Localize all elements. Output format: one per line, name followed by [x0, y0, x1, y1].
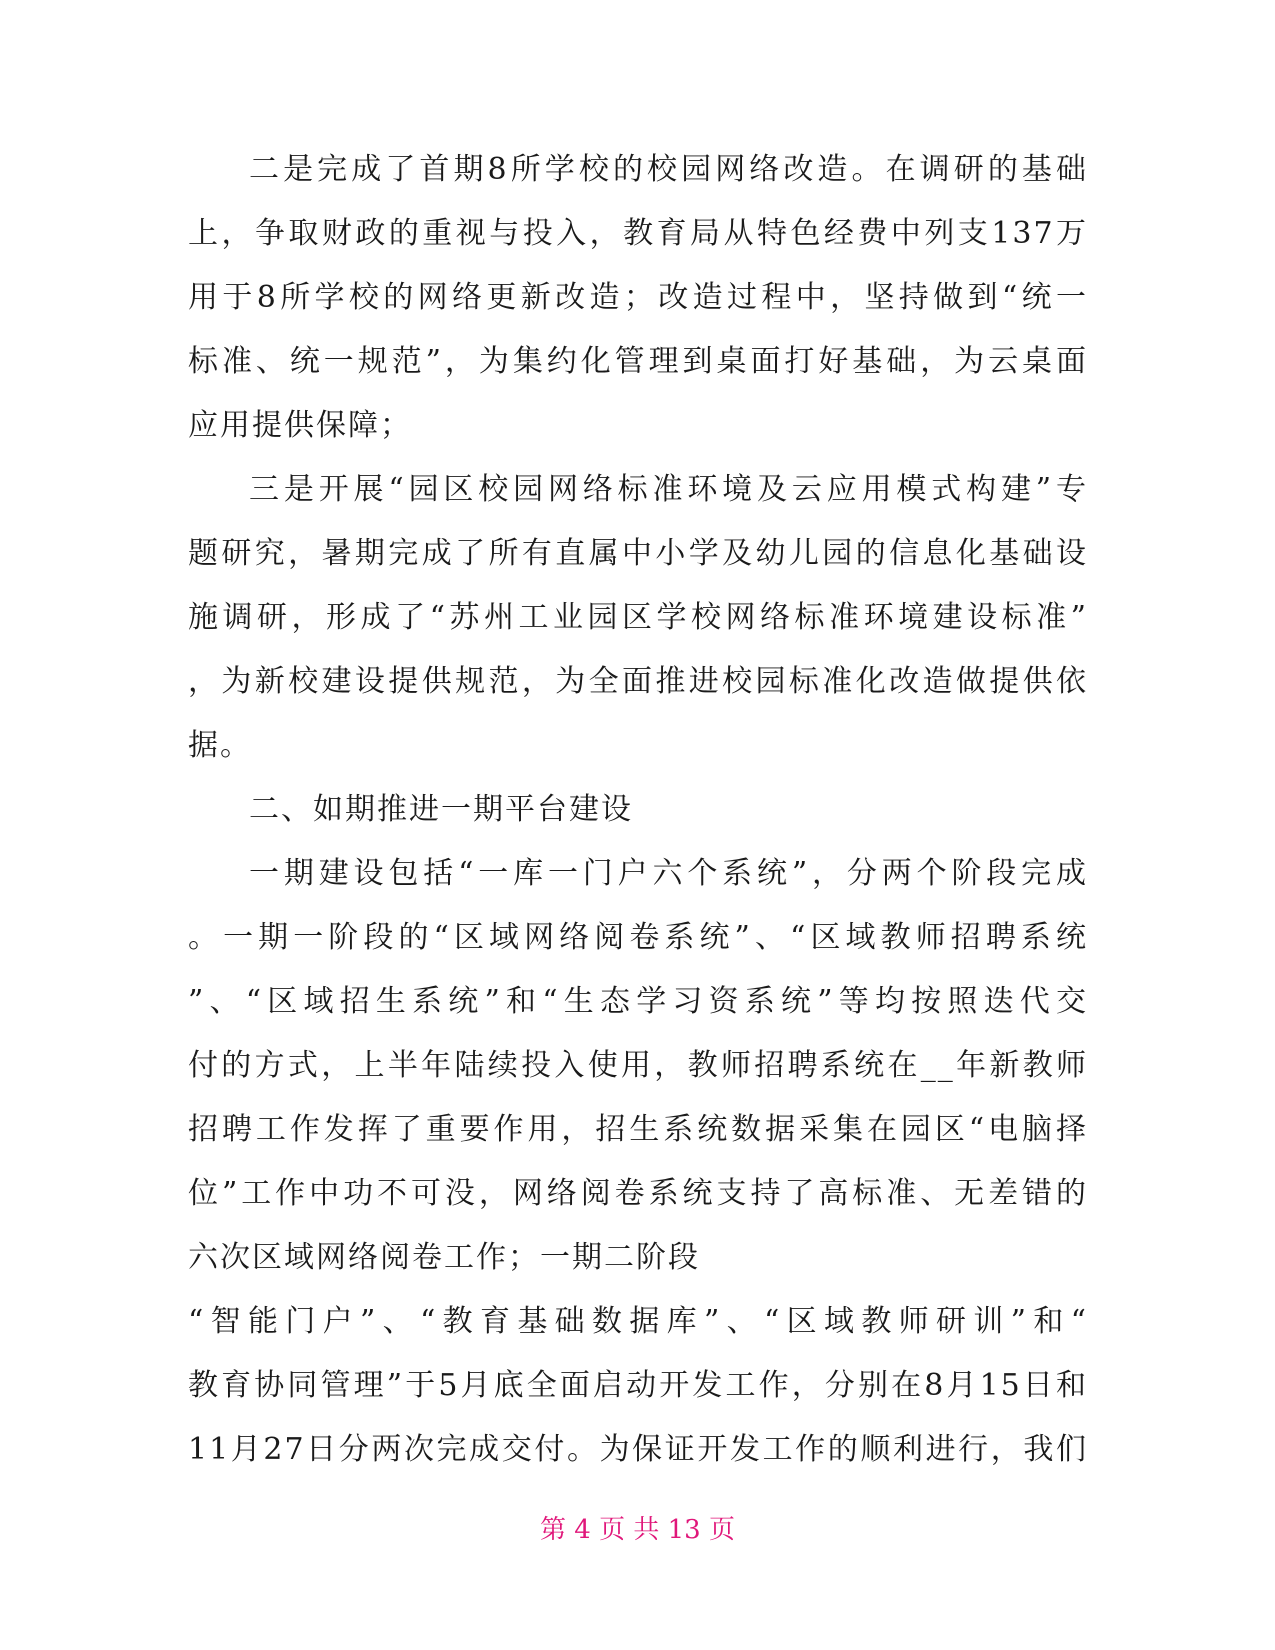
paragraph-line: 用于8所学校的网络更新改造；改造过程中，坚持做到“统一	[188, 280, 1088, 315]
paragraph-line: 位”工作中功不可没，网络阅卷系统支持了高标准、无差错的	[188, 1176, 1088, 1211]
paragraph-line: 二是完成了首期8所学校的校园网络改造。在调研的基础	[249, 152, 1088, 187]
paragraph-line: 施调研，形成了“苏州工业园区学校网络标准环境建设标准”	[188, 600, 1088, 635]
document-body	[188, 138, 1088, 1482]
page-number-footer: 第 4 页 共 13 页	[540, 1515, 735, 1545]
paragraph-line: 据。	[188, 728, 252, 763]
paragraph-line: 付的方式，上半年陆续投入使用，教师招聘系统在__年新教师	[188, 1048, 1088, 1083]
paragraph-line: 一期建设包括“一库一门户六个系统”，分两个阶段完成	[249, 856, 1088, 891]
paragraph-line: 题研究，暑期完成了所有直属中小学及幼儿园的信息化基础设	[188, 536, 1088, 571]
paragraph-line: 招聘工作发挥了重要作用，招生系统数据采集在园区“电脑择	[188, 1112, 1088, 1147]
paragraph-line: 。一期一阶段的“区域网络阅卷系统”、“区域教师招聘系统	[188, 920, 1088, 955]
section-heading: 二、如期推进一期平台建设	[249, 792, 633, 827]
paragraph-line: ，为新校建设提供规范，为全面推进校园标准化改造做提供依	[188, 664, 1088, 699]
paragraph-line: 三是开展“园区校园网络标准环境及云应用模式构建”专	[249, 472, 1088, 507]
paragraph-line: “智能门户”、“教育基础数据库”、“区域教师研训”和“	[188, 1304, 1088, 1339]
paragraph-line: ”、“区域招生系统”和“生态学习资系统”等均按照迭代交	[188, 984, 1088, 1019]
paragraph-line: 标准、统一规范”，为集约化管理到桌面打好基础，为云桌面	[188, 344, 1088, 379]
paragraph-line: 应用提供保障；	[188, 408, 412, 443]
paragraph-line: 教育协同管理”于5月底全面启动开发工作，分别在8月15日和	[188, 1368, 1088, 1403]
paragraph-line: 上，争取财政的重视与投入，教育局从特色经费中列支137万	[188, 216, 1088, 251]
paragraph-line: 六次区域网络阅卷工作；一期二阶段	[188, 1240, 700, 1275]
paragraph-line: 11月27日分两次完成交付。为保证开发工作的顺利进行，我们	[188, 1432, 1088, 1467]
